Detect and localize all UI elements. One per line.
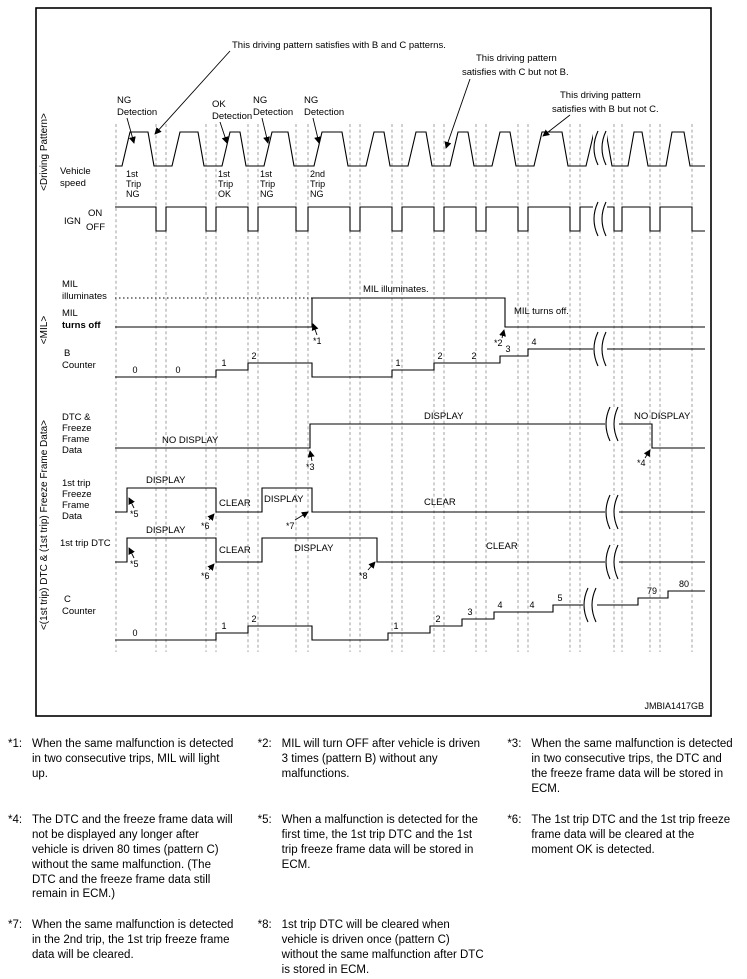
c-counter-waveform — [115, 591, 705, 640]
annotation-c-not-b-line2: satisfies with C but not B. — [462, 67, 569, 78]
break-mark-trip-ffd — [605, 495, 619, 529]
trip-4-line1: 2nd — [310, 169, 326, 179]
footnote-6-text: The 1st trip DTC and the 1st trip freeze frame data will be cleared at the moment OK is detected. — [531, 813, 731, 856]
mil-illuminates-text: MIL illuminates. — [363, 284, 429, 295]
leader-star5-ffd — [129, 498, 134, 508]
detection-1-line1: NG — [117, 95, 132, 106]
c-counter-value: 2 — [251, 614, 257, 624]
side-label-mil: <MIL> — [39, 315, 50, 345]
trip-2-line3: OK — [218, 189, 232, 199]
detection-2-line2: Detection — [212, 111, 253, 122]
annotation-b-not-c-line2: satisfies with B but not C. — [552, 104, 659, 115]
break-mark-dtc-ffd — [605, 407, 619, 441]
detection-4-line1: NG — [304, 95, 319, 106]
footnote-5 — [258, 813, 488, 903]
footnote-2-ref: *2: — [257, 738, 272, 750]
footnote-4 — [8, 813, 238, 903]
row-label-mil-illuminates: illuminates — [62, 291, 107, 302]
footnote-3-text: When the same malfunction is detected in two consecutive trips, the DTC and the freeze frame data will be stored in ECM. — [531, 738, 733, 795]
row-label-b: B — [64, 348, 71, 359]
b-counter-value: 1 — [221, 358, 227, 368]
trip-3-line1: 1st — [260, 169, 273, 179]
mil-waveform — [115, 298, 705, 327]
star-5-ffd: *5 — [130, 509, 139, 519]
leader-star2 — [502, 330, 504, 338]
footnote-8-text: 1st trip DTC will be cleared when vehicle is driven once (pattern C) without the same malfunction after DTC is stored in ECM. — [281, 919, 484, 977]
dtc-clear-2-text: CLEAR — [486, 541, 518, 552]
footnotes-section — [0, 725, 747, 978]
row-label-ign: IGN — [64, 216, 81, 227]
footnote-4-text: The DTC and the freeze frame data will not be displayed any longer after vehicle is driven 80 times (pattern C) without the same malfunction. (The DTC and the freeze frame data still remain in ECM.) — [32, 813, 233, 901]
trip-1-line3: NG — [126, 189, 140, 199]
leader-star1 — [313, 324, 317, 335]
break-mark-trip-dtc — [605, 545, 619, 579]
star-4: *4 — [637, 458, 646, 468]
footnote-5-text: When a malfunction is detected for the first time, the 1st trip DTC and the 1st trip freeze frame data will be stored in ECM. — [281, 813, 478, 871]
star-3: *3 — [306, 462, 315, 472]
row-label-b-counter: Counter — [62, 360, 96, 371]
trip-1-line2: Trip — [126, 179, 142, 189]
row-label-dtc-ffd-3: Frame — [62, 434, 90, 445]
figure-code: JMBIA1417GB — [644, 701, 704, 711]
c-counter-value: 79 — [646, 586, 658, 596]
break-mark-c-counter — [583, 588, 597, 622]
footnote-2-text: MIL will turn OFF after vehicle is driven 3 times (pattern B) without any malfunctions. — [281, 738, 480, 780]
break-mark-speed — [593, 131, 607, 165]
trip-2-line2: Trip — [218, 179, 234, 189]
footnote-1-text: When the same malfunction is detected in two consecutive trips, MIL will light up. — [32, 738, 234, 780]
ffd-display-2-text: DISPLAY — [264, 494, 304, 505]
b-counter-value: 0 — [175, 365, 181, 375]
row-label-ign-off: OFF — [86, 222, 105, 233]
b-counter-waveform — [115, 349, 705, 377]
row-label-mil-turns-off: turns off — [62, 320, 101, 331]
c-counter-value: 2 — [435, 614, 441, 624]
ffd-clear-2-text: CLEAR — [424, 497, 456, 508]
footnote-6-ref: *6: — [507, 813, 522, 826]
detection-3-line1: NG — [253, 95, 268, 106]
leader-star6-dtc — [209, 564, 214, 570]
row-label-trip-dtc: 1st trip DTC — [60, 538, 111, 549]
trip-4-line2: Trip — [310, 179, 326, 189]
footnote-8-ref: *8: — [257, 919, 272, 932]
ffd-clear-1-text: CLEAR — [219, 498, 251, 509]
b-counter-value: 2 — [251, 351, 257, 361]
footnote-2 — [258, 737, 488, 797]
star-7: *7 — [286, 521, 295, 531]
leader-pattern-b-not-c — [543, 115, 570, 136]
c-counter-value: 1 — [393, 621, 399, 631]
detection-3-line2: Detection — [253, 107, 294, 118]
detection-1-line2: Detection — [117, 107, 158, 118]
star-5-dtc: *5 — [130, 559, 139, 569]
row-label-dtc-ffd-4: Data — [62, 445, 83, 456]
leader-star6-ffd — [209, 514, 214, 520]
star-6-dtc: *6 — [201, 571, 210, 581]
row-label-trip-ffd-3: Frame — [62, 500, 90, 511]
c-counter-value: 3 — [467, 607, 473, 617]
dtc-display-2-text: DISPLAY — [294, 543, 334, 554]
leader-ok-detection — [220, 122, 227, 143]
row-label-trip-ffd-1: 1st trip — [62, 478, 91, 489]
row-label-ign-on: ON — [88, 208, 103, 219]
side-label-dtc-ffd: <(1st trip) DTC & (1st trip) Freeze Frame Data> — [39, 419, 50, 631]
footnote-3-ref: *3: — [507, 738, 522, 750]
star-6-ffd: *6 — [201, 521, 210, 531]
b-counter-value: 3 — [505, 344, 511, 354]
c-counter-value: 80 — [678, 579, 690, 589]
star-8: *8 — [359, 571, 368, 581]
footnote-6 — [507, 813, 737, 903]
row-label-trip-ffd-2: Freeze — [62, 489, 92, 500]
footnote-1 — [8, 737, 238, 797]
leader-pattern-c-not-b — [446, 79, 470, 148]
star-1: *1 — [313, 336, 322, 346]
trip-1-line1: 1st — [126, 169, 139, 179]
annotation-c-not-b-line1: This driving pattern — [476, 53, 557, 64]
ign-waveform — [115, 207, 705, 231]
leader-star3 — [310, 451, 312, 461]
b-counter-value: 0 — [132, 365, 138, 375]
leader-ng-detection-3 — [313, 118, 319, 143]
dtc-clear-1-text: CLEAR — [219, 545, 251, 556]
c-counter-value: 0 — [132, 628, 138, 638]
detection-2-line1: OK — [212, 99, 226, 110]
row-label-dtc-ffd-1: DTC & — [62, 412, 91, 423]
star-2: *2 — [494, 338, 503, 348]
side-label-driving-pattern: <Driving Pattern> — [39, 113, 50, 191]
no-display-left-text: NO DISPLAY — [162, 435, 219, 446]
row-label-speed: speed — [60, 178, 86, 189]
leader-star7 — [295, 512, 308, 520]
leader-star4 — [645, 450, 650, 458]
leader-ng-detection-2 — [262, 118, 268, 143]
break-mark-b-counter — [593, 332, 607, 366]
annotation-b-not-c-line1: This driving pattern — [560, 90, 641, 101]
c-counter-value: 1 — [221, 621, 227, 631]
dtc-display-1-text: DISPLAY — [146, 525, 186, 536]
b-counter-value: 4 — [531, 337, 537, 347]
ffd-display-1-text: DISPLAY — [146, 475, 186, 486]
footnote-1-ref: *1: — [8, 738, 23, 750]
trip-3-line3: NG — [260, 189, 274, 199]
footnote-5-ref: *5: — [257, 813, 272, 826]
footnote-3 — [507, 737, 737, 797]
row-label-mil-1: MIL — [62, 279, 78, 290]
trip-4-line3: NG — [310, 189, 324, 199]
leader-star5-dtc — [129, 548, 134, 558]
annotation-b-and-c: This driving pattern satisfies with B and C patterns. — [232, 40, 446, 51]
trip-2-line1: 1st — [218, 169, 231, 179]
row-label-c-counter: Counter — [62, 606, 96, 617]
b-counter-value: 2 — [471, 351, 477, 361]
row-label-trip-ffd-4: Data — [62, 511, 83, 522]
vehicle-speed-waveform — [115, 132, 705, 166]
display-mid-text: DISPLAY — [424, 411, 464, 422]
break-mark-ign — [593, 202, 607, 236]
trip-3-line2: Trip — [260, 179, 276, 189]
mil-turns-off-text: MIL turns off. — [514, 306, 569, 317]
b-counter-value: 2 — [437, 351, 443, 361]
row-label-vehicle: Vehicle — [60, 166, 91, 177]
no-display-right-text: NO DISPLAY — [634, 411, 691, 422]
detection-4-line2: Detection — [304, 107, 345, 118]
row-label-dtc-ffd-2: Freeze — [62, 423, 92, 434]
row-label-c: C — [64, 594, 71, 605]
c-counter-value: 4 — [497, 600, 503, 610]
footnote-7 — [8, 918, 238, 978]
footnote-4-ref: *4: — [8, 813, 23, 826]
footnote-8 — [258, 918, 488, 978]
footnote-7-text: When the same malfunction is detected in the 2nd trip, the 1st trip freeze frame data will be cleared. — [32, 919, 234, 962]
row-label-mil-2: MIL — [62, 308, 78, 319]
leader-star8 — [368, 562, 375, 570]
footnote-7-ref: *7: — [8, 919, 23, 932]
c-counter-value: 5 — [557, 593, 563, 603]
c-counter-value: 4 — [529, 600, 535, 610]
b-counter-value: 1 — [395, 358, 401, 368]
